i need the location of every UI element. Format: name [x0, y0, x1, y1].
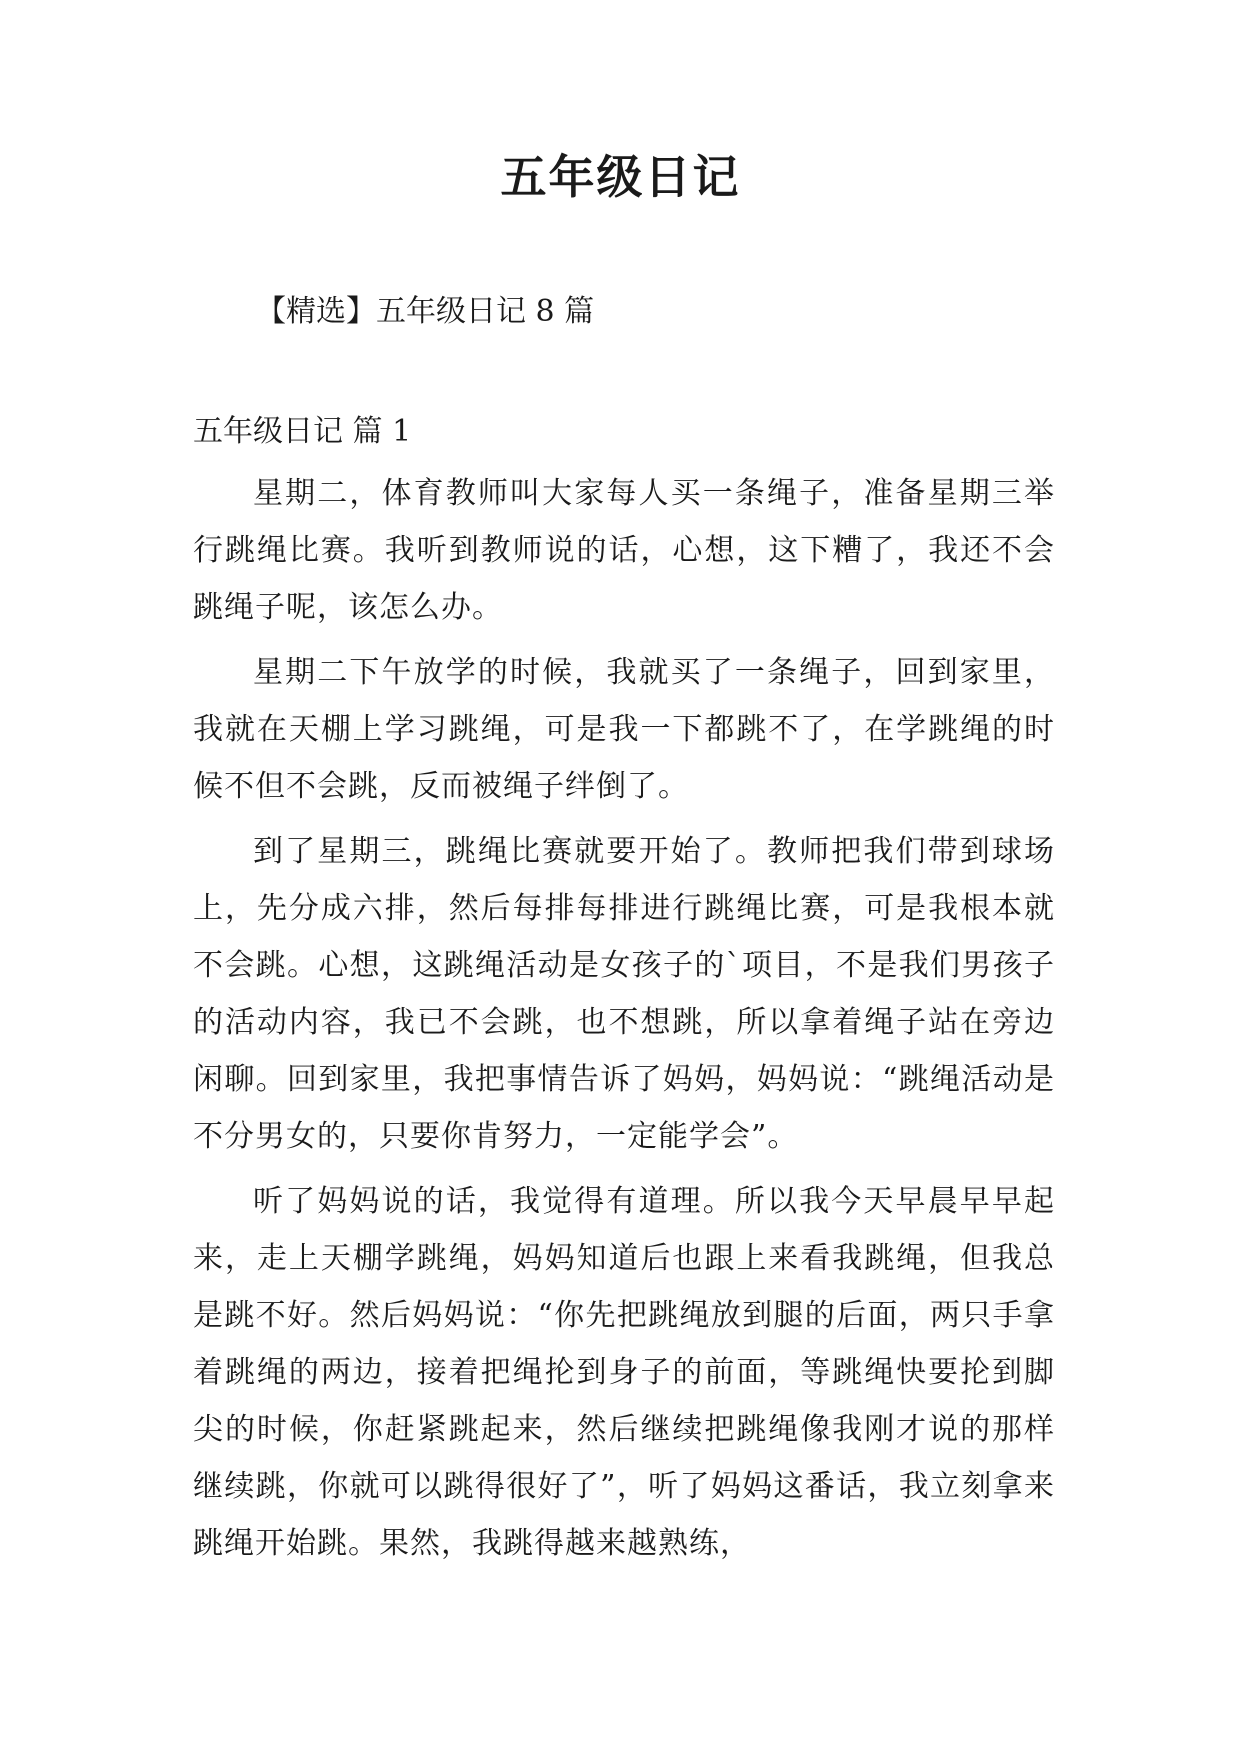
document-subtitle: 【精选】五年级日记 8 篇	[256, 294, 595, 329]
paragraph-3: 到了星期三，跳绳比赛就要开始了。教师把我们带到球场上，先分成六排，然后每排每排进行跳绳比赛，可是我根本就不会跳。心想，这跳绳活动是女孩子的`项目，不是我们男孩子的活动内容，我已不会跳，也不想跳，所以拿着绳子站在旁边闲聊。回到家里，我把事情告诉了妈妈，妈妈说：“跳绳活动是不分男女的，只要你肯努力，一定能学会”。	[193, 834, 1055, 1154]
article-body	[193, 412, 1055, 1580]
section-heading: 五年级日记 篇 1	[193, 414, 412, 449]
paragraph-4: 听了妈妈说的话，我觉得有道理。所以我今天早晨早早起来，走上天棚学跳绳，妈妈知道后也跟上来看我跳绳，但我总是跳不好。然后妈妈说：“你先把跳绳放到腿的后面，两只手拿着跳绳的两边，接着把绳抡到身子的前面，等跳绳快要抡到脚尖的时候，你赶紧跳起来，然后继续把跳绳像我刚才说的那样继续跳，你就可以跳得很好了”，听了妈妈这番话，我立刻拿来跳绳开始跳。果然，我跳得越来越熟练，	[193, 1184, 1055, 1561]
document-title: 五年级日记	[500, 150, 741, 204]
paragraph-2: 星期二下午放学的时候，我就买了一条绳子，回到家里，我就在天棚上学习跳绳，可是我一下都跳不了，在学跳绳的时候不但不会跳，反而被绳子绊倒了。	[193, 655, 1055, 804]
paragraph-1: 星期二，体育教师叫大家每人买一条绳子，准备星期三举行跳绳比赛。我听到教师说的话，心想，这下糟了，我还不会跳绳子呢，该怎么办。	[193, 476, 1055, 625]
